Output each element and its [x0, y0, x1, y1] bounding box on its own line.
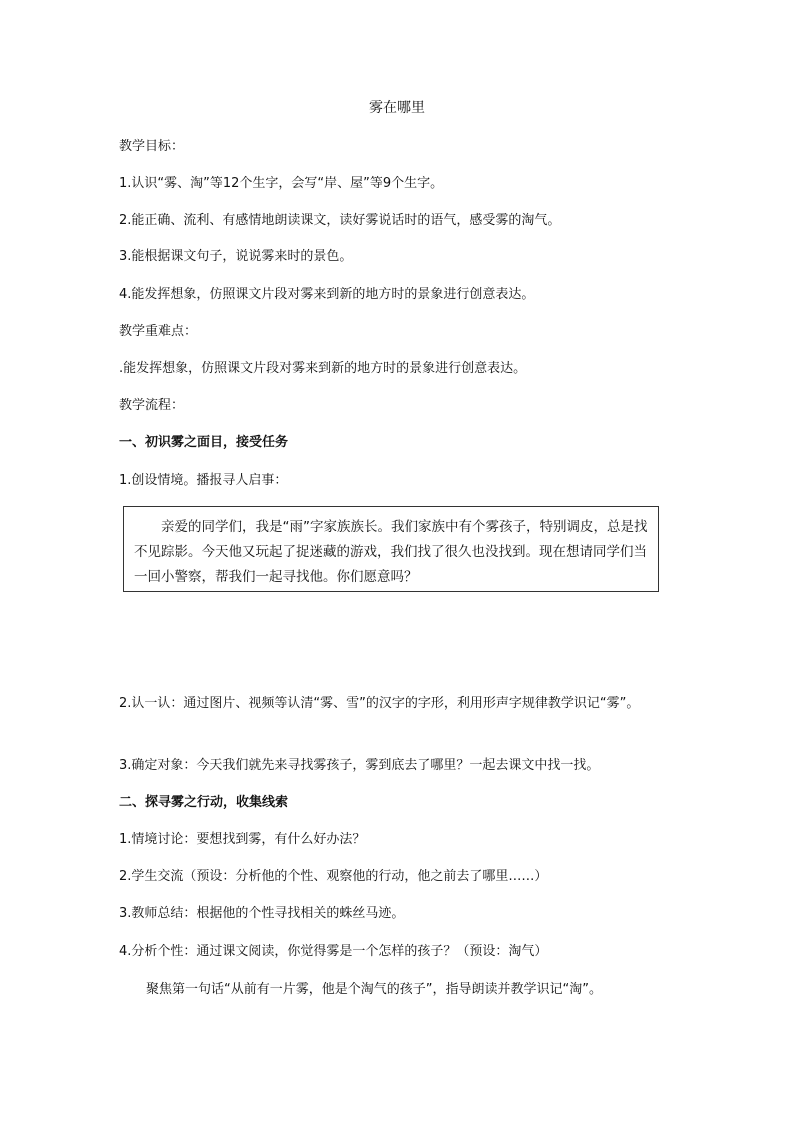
goal-item-4: 4.能发挥想象，仿照课文片段对雾来到新的地方时的景象进行创意表达。: [119, 287, 535, 302]
document-title: 雾在哪里: [369, 100, 425, 116]
goals-heading: 教学目标：: [119, 139, 185, 154]
section2-item-2: 2.学生交流（预设：分析他的个性、观察他的行动，他之前去了哪里……）: [119, 869, 548, 884]
notice-text: 亲爱的同学们，我是“雨”字家族族长。我们家族中有个雾孩子，特别调皮，总是找不见踪影。今天他又玩起了捉迷藏的游戏，我们找了很久也没找到。现在想请同学们当一回小警察，帮我们一起寻找他。你们愿意吗？: [134, 519, 648, 585]
section2-item-3: 3.教师总结：根据他的个性寻找相关的蛛丝马迹。: [119, 906, 405, 921]
flow-heading: 教学流程：: [119, 398, 185, 413]
goal-item-1: 1.认识“雾、淘”等12个生字，会写“岸、屋”等9个生字。: [119, 176, 444, 191]
key-heading: 教学重难点：: [119, 324, 198, 339]
key-point: .能发挥想象，仿照课文片段对雾来到新的地方时的景象进行创意表达。: [119, 361, 527, 376]
goal-item-2: 2.能正确、流利、有感情地朗读课文，读好雾说话时的语气，感受雾的淘气。: [119, 213, 561, 228]
section2-heading: 二、探寻雾之行动，收集线索: [119, 795, 289, 810]
goal-item-3: 3.能根据课文句子，说说雾来时的景色。: [119, 249, 353, 264]
section1-heading: 一、初识雾之面目，接受任务: [119, 435, 289, 450]
section1-item-3: 3.确定对象：今天我们就先来寻找雾孩子，雾到底去了哪里？一起去课文中找一找。: [119, 758, 600, 773]
section2-focus: 聚焦第一句话“从前有一片雾，他是个淘气的孩子”，指导朗读并教学识记“淘”。: [146, 982, 602, 997]
section2-item-4: 4.分析个性：通过课文阅读，你觉得雾是一个怎样的孩子？（预设：淘气）: [119, 944, 548, 959]
section1-item-1: 1.创设情境。播报寻人启事：: [119, 473, 288, 488]
section1-item-2: 2.认一认：通过图片、视频等认清“雾、雪”的汉字的字形，利用形声字规律教学识记“雾”。: [119, 696, 640, 711]
section2-item-1: 1.情境讨论：要想找到雾，有什么好办法？: [119, 832, 366, 847]
notice-box: [123, 506, 659, 592]
